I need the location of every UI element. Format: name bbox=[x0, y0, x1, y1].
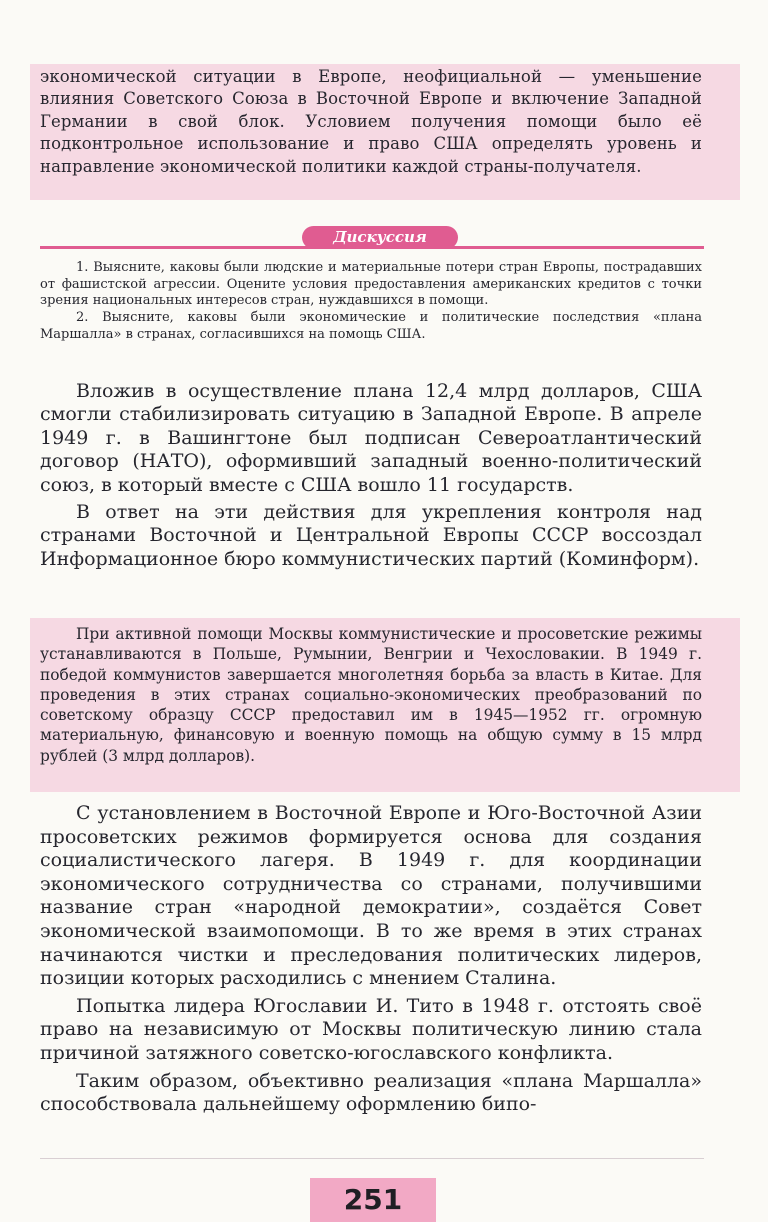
paragraph-cominform: В ответ на эти действия для укрепления контроля над странами Восточной и Центральной Европы СССР воссоздал Информационное бюро коммунистических партий (Коминформ). bbox=[40, 501, 702, 570]
main-text-section-2 bbox=[40, 802, 702, 1117]
paragraph-tito: Попытка лидера Югославии И. Тито в 1948 г. отстоять своё право на независимую от Москвы политическую линию стала причиной затяжного советско-югославского конфликта. bbox=[40, 994, 702, 1064]
discussion-questions bbox=[40, 260, 702, 344]
paragraph-socialist-camp: С установлением в Восточной Европе и Юго-Восточной Азии просоветских режимов формируется основа для создания социалистического лагеря. В 1949 г. для координации экономического сотрудничества со странами, получившими название стран «народной демократии», создаётся Совет экономической взаимопомощи. В то же время в этих странах начинаются чистки и преследования политических лидеров, позиции которых расходились с мнением Сталина. bbox=[40, 802, 702, 990]
highlight-text-middle: При активной помощи Москвы коммунистические и просоветские режимы устанавливаются в Польше, Румынии, Венгрии и Чехословакии. В 1949 г. победой коммунистов завершается многолетняя борьба за власть в Китае. Для проведения в этих странах социально-экономических преобразований по советскому образцу СССР предоставил им в 1945—1952 гг. огромную материальную, финансовую и военную помощь на общую сумму в 15 млрд рублей (3 млрд долларов). bbox=[40, 625, 702, 765]
discussion-question-2: 2. Выясните, каковы были экономические и политические последствия «плана Маршалла» в странах, согласившихся на помощь США. bbox=[40, 310, 702, 342]
main-text-section-1 bbox=[40, 380, 702, 571]
highlight-text-top: экономической ситуации в Европе, неофициальной — уменьшение влияния Советского Союза в Восточной Европе и включение Западной Германии в свой блок. Условием получения помощи было её подконтрольное использование и право США определять уровень и направление экономической политики каждой страны-получателя. bbox=[40, 67, 702, 176]
discussion-badge: Дискуссия bbox=[302, 226, 458, 249]
page-number: 251 bbox=[343, 1183, 403, 1216]
paragraph-nato: Вложив в осуществление плана 12,4 млрд долларов, США смогли стабилизировать ситуацию в Западной Европе. В апреле 1949 г. в Вашингтоне был подписан Североатлантический договор (НАТО), оформивший западный военно-политический союз, в который вместе с США вошло 11 государств. bbox=[40, 380, 702, 496]
footer-rule bbox=[40, 1158, 704, 1159]
paragraph-conclusion: Таким образом, объективно реализация «плана Маршалла» способствовала дальнейшему оформлению бипо- bbox=[40, 1069, 702, 1116]
discussion-question-1: 1. Выясните, каковы были людские и материальные потери стран Европы, пострадавших от фашистской агрессии. Оцените условия предоставления американских кредитов с точки зрения национальных интересов стран, нуждавшихся в помощи. bbox=[40, 260, 702, 309]
